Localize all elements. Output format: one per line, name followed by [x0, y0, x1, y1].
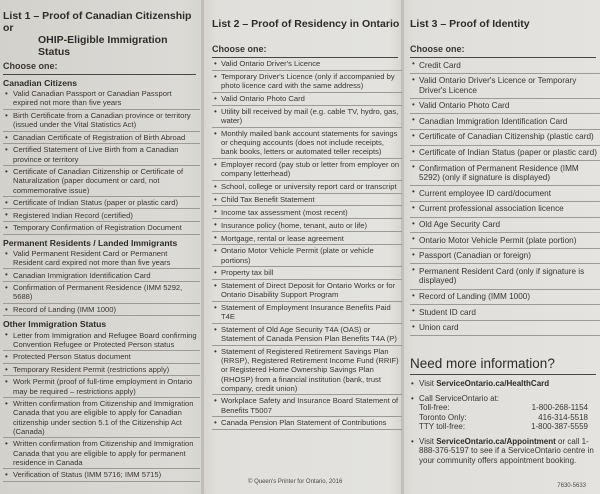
fold-line [201, 0, 204, 494]
tty-number[interactable]: 1-800-387-5559 [531, 422, 588, 432]
list-item: • Certificate of Indian Status (paper or plastic card) [3, 197, 200, 210]
list-item: • Credit Card [410, 58, 600, 74]
info-title: Need more information? [410, 356, 555, 372]
list-item: • Confirmation of Permanent Residence (IMM 5292, 5688) [3, 282, 200, 304]
list-item: • Workplace Safety and Insurance Board Statement of Benefits T5007 [212, 395, 402, 417]
form-number: 7630-5633 [557, 483, 586, 489]
list-item: • Insurance policy (home, tenant, auto or life) [212, 219, 402, 232]
list-item: • Certificate of Canadian Citizenship (plastic card) [410, 130, 600, 146]
list-item: • Valid Canadian Passport or Canadian Passport expired not more than five years [3, 88, 200, 110]
list-item: • Valid Ontario Driver's Licence [212, 58, 402, 71]
list-item: • Written confirmation from Citizenship and Immigration Canada that you are eligible to apply for permanent residence in Canada [3, 438, 200, 469]
list-item: • Temporary Resident Permit (restrictions apply) [3, 364, 200, 377]
list-item: • Property tax bill [212, 267, 402, 280]
list-item: • Employer record (pay stub or letter from employer on company letterhead) [212, 159, 402, 181]
appointment-line: • Visit ServiceOntario.ca/Appointment or call 1-888-376-5197 to see if a ServiceOntario centre in your community offers appointment booking. [410, 437, 600, 466]
list-item: • Statement of Direct Deposit for Ontario Works or for Ontario Disability Support Program [212, 280, 402, 302]
list-item: • Ontario Motor Vehicle Permit (plate portion) [410, 233, 600, 249]
list-item: • Current professional association licence [410, 202, 600, 218]
copyright-text: © Queen's Printer for Ontario, 2016 [248, 479, 343, 485]
list-item: • Valid Ontario Photo Card [410, 99, 600, 115]
list-item: • Canadian Immigration Identification Card [3, 269, 200, 282]
list-item: • Canadian Immigration Identification Card [410, 114, 600, 130]
list2-choose: Choose one: [212, 44, 398, 58]
info-box [410, 356, 600, 465]
divider [410, 374, 596, 375]
list-item: • Temporary Driver's Licence (only if accompanied by photo licence card with the same address) [212, 71, 402, 93]
list-item: • Certificate of Indian Status (paper or plastic card) [410, 146, 600, 162]
tollfree-number[interactable]: 1-800-268-1154 [531, 403, 588, 413]
list-item: • Canadian Certificate of Registration of Birth Abroad [3, 132, 200, 145]
list-item: • Birth Certificate from a Canadian province or territory (issued under the Vital Statistics Act) [3, 110, 200, 132]
list1-choose: Choose one: [3, 61, 196, 75]
list-item: • Valid Ontario Driver's Licence or Temporary Driver's Licence [410, 74, 600, 99]
list-item: • Union card [410, 321, 600, 337]
tollfree-row: Toll-free: 1-800-268-1154 [419, 403, 588, 413]
list-item: • Verification of Status (IMM 5716; IMM 5715) [3, 469, 200, 482]
list-item: • Statement of Old Age Security T4A (OAS) or Statement of Canada Pension Plan Benefits T4A (P) [212, 324, 402, 346]
list-item: • Valid Permanent Resident Card or Permanent Resident card expired not more than five years [3, 248, 200, 270]
list-item: • Monthly mailed bank account statements for savings or chequing accounts (does not include receipts, bank books, letters or automated teller receipts) [212, 128, 402, 159]
list-item: • Work Permit (proof of full-time employment in Ontario may be required – restrictions apply) [3, 376, 200, 398]
list-item: • Old Age Security Card [410, 218, 600, 234]
list-item: • Registered Indian Record (certified) [3, 209, 200, 222]
appointment-link[interactable]: ServiceOntario.ca/Appointment [436, 436, 556, 446]
list-item: • Passport (Canadian or foreign) [410, 249, 600, 265]
tty-row: TTY toll-free: 1-800-387-5559 [419, 422, 588, 432]
list3-panel [405, 0, 600, 494]
list1-panel [0, 0, 200, 494]
healthcard-link[interactable]: ServiceOntario.ca/HealthCard [436, 379, 550, 389]
list-item: • Child Tax Benefit Statement [212, 194, 402, 207]
list-item: • Student ID card [410, 305, 600, 321]
list-item: • Mortgage, rental or lease agreement [212, 232, 402, 245]
list-item: • Statement of Employment Insurance Benefits Paid T4E [212, 302, 402, 324]
list1-section-other-immigration: Other Immigration Status [3, 319, 107, 330]
visit-healthcard-line: • Visit ServiceOntario.ca/HealthCard [410, 379, 600, 389]
list-item: • Protected Person Status document [3, 351, 200, 364]
call-label: • Call ServiceOntario at: [410, 394, 600, 404]
list-item: • Statement of Registered Retirement Savings Plan (RRSP), Registered Retirement Income Fund (RRIF) or Registered Home Ownership Savings Plan (RHOSP) from a financial institution (bank, trust company, credit union) [212, 346, 402, 395]
list-item: • Current employee ID card/document [410, 186, 600, 202]
list-item: • Valid Ontario Photo Card [212, 93, 402, 106]
list2-title: List 2 – Proof of Residency in Ontario [212, 18, 400, 30]
list3-list [410, 58, 600, 336]
list1-section-canadian-citizens: Canadian Citizens [3, 78, 78, 88]
list3-choose: Choose one: [410, 44, 596, 58]
list-item: • Temporary Confirmation of Registration Document [3, 222, 200, 235]
list-item: • Written confirmation from Citizenship and Immigration Canada that you are eligible to apply for Canadian citizenship under section 5.1 of the Citizenship Act (Canada) [3, 398, 200, 438]
list1-title: List 1 – Proof of Canadian Citizenship or OHIP-Eligible Immigration Status [3, 10, 192, 58]
list1-section-permanent-residents: Permanent Residents / Landed Immigrants [3, 237, 178, 248]
list-item: • Certified Statement of Live Birth from a Canadian province or territory [3, 144, 200, 166]
list-item: • Record of Landing (IMM 1000) [410, 290, 600, 306]
list-item: • Utility bill received by mail (e.g. cable TV, hydro, gas, water) [212, 106, 402, 128]
list-item: • Letter from Immigration and Refugee Board confirming Convention Refugee or Protected Person status [3, 329, 200, 351]
list1-section3-list [3, 329, 200, 481]
list-item: • Canada Pension Plan Statement of Contributions [212, 417, 402, 430]
toronto-row: Toronto Only: 416-314-5518 [419, 412, 588, 422]
list-item: • Income tax assessment (most recent) [212, 206, 402, 219]
list-item: • Permanent Resident Card (only if signature is displayed) [410, 264, 600, 289]
toronto-number[interactable]: 416-314-5518 [538, 412, 588, 422]
list-item: • School, college or university report card or transcript [212, 181, 402, 194]
list-item: • Confirmation of Permanent Residence (IMM 5292) (only if signature is displayed) [410, 161, 600, 186]
list-item: • Ontario Motor Vehicle Permit (plate or vehicle portions) [212, 245, 402, 267]
list-item: • Record of Landing (IMM 1000) [3, 304, 200, 317]
list-item: • Certificate of Canadian Citizenship or Certificate of Naturalization (paper document or card, not commemorative issue) [3, 166, 200, 197]
list2-panel [206, 0, 402, 494]
list1-section1-list [3, 88, 200, 235]
list2-list [212, 58, 402, 430]
list1-section2-list [3, 248, 200, 317]
list3-title: List 3 – Proof of Identity [410, 18, 530, 30]
